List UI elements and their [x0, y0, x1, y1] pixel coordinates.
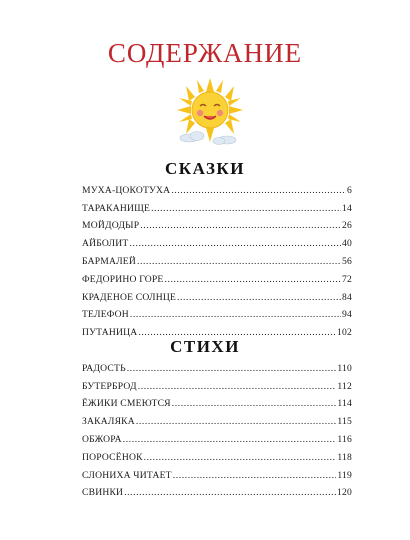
toc-entry[interactable]: [82, 249, 352, 267]
toc-entry-title: СЛОНИХА ЧИТАЕТ: [82, 469, 172, 481]
toc-entry-title: ТЕЛЕФОН: [82, 309, 129, 321]
toc-entry-title: ФЕДОРИНО ГОРЕ: [82, 273, 164, 285]
toc-entry-page: 116: [337, 433, 352, 445]
toc-list-skazki: [82, 178, 352, 338]
toc-entry-page: 114: [337, 398, 352, 410]
toc-entry-title: БАРМАЛЕЙ: [82, 255, 137, 267]
toc-entry[interactable]: [82, 445, 352, 463]
toc-entry-title: МУХА-ЦОКОТУХА: [82, 184, 171, 196]
toc-entry-title: БУТЕРБРОД: [82, 380, 137, 392]
leader-dots: [140, 220, 341, 231]
toc-entry-page: 6: [347, 184, 352, 196]
leader-dots: [164, 274, 341, 285]
toc-list-stikhi: [82, 356, 352, 498]
leader-dots: [124, 487, 336, 498]
toc-entry-title: РАДОСТЬ: [82, 362, 126, 374]
toc-entry[interactable]: [82, 463, 352, 481]
toc-entry[interactable]: [82, 303, 352, 321]
toc-entry-page: 112: [337, 380, 352, 392]
toc-entry-title: ЗАКАЛЯКА: [82, 416, 135, 428]
toc-entry-title: ТАРАКАНИЩЕ: [82, 202, 151, 214]
toc-entry-page: 110: [337, 362, 352, 374]
toc-entry[interactable]: [82, 267, 352, 285]
toc-entry[interactable]: [82, 374, 352, 392]
leader-dots: [137, 256, 341, 267]
toc-entry[interactable]: [82, 409, 352, 427]
toc-entry-title: АЙБОЛИТ: [82, 238, 129, 250]
toc-entry-page: 102: [337, 327, 352, 339]
leader-dots: [177, 292, 341, 303]
leader-dots: [138, 381, 337, 392]
toc-entry-page: 94: [342, 309, 352, 321]
section-heading-stikhi: СТИХИ: [170, 337, 240, 356]
leader-dots: [151, 203, 341, 214]
toc-entry-page: 118: [337, 451, 352, 463]
toc-entry-page: 40: [342, 238, 352, 250]
toc-entry[interactable]: [82, 178, 352, 196]
toc-entry-page: 14: [342, 202, 352, 214]
toc-entry[interactable]: [82, 285, 352, 303]
toc-entry[interactable]: [82, 427, 352, 445]
toc-entry-title: МОЙДОДЫР: [82, 220, 140, 232]
leader-dots: [127, 363, 337, 374]
toc-entry[interactable]: [82, 356, 352, 374]
toc-entry-title: СВИНКИ: [82, 487, 124, 499]
leader-dots: [171, 185, 346, 196]
toc-entry[interactable]: [82, 392, 352, 410]
leader-dots: [129, 238, 341, 249]
toc-entry-page: 56: [342, 255, 352, 267]
toc-entry[interactable]: [82, 214, 352, 232]
toc-entry-title: ПОРОСЁНОК: [82, 451, 143, 463]
toc-entry-title: ЁЖИКИ СМЕЮТСЯ: [82, 398, 171, 410]
toc-entry-page: 119: [337, 469, 352, 481]
toc-entry[interactable]: [82, 231, 352, 249]
section-heading-skazki: СКАЗКИ: [165, 159, 245, 178]
toc-entry-title: КРАДЕНОЕ СОЛНЦЕ: [82, 291, 177, 303]
toc-entry[interactable]: [82, 320, 352, 338]
toc-entry-page: 72: [342, 273, 352, 285]
leader-dots: [136, 416, 336, 427]
leader-dots: [123, 434, 337, 445]
toc-entry[interactable]: [82, 481, 352, 499]
page-title: СОДЕРЖАНИЕ: [107, 38, 303, 68]
toc-entry-page: 26: [342, 220, 352, 232]
leader-dots: [173, 470, 337, 481]
leader-dots: [130, 309, 341, 320]
leader-dots: [172, 398, 337, 409]
toc-entry-page: 84: [342, 291, 352, 303]
toc-entry-title: ПУТАНИЦА: [82, 327, 138, 339]
toc-entry-page: 115: [337, 416, 352, 428]
sun-illustration-icon: [175, 78, 245, 150]
leader-dots: [144, 452, 337, 463]
toc-entry-page: 120: [337, 487, 352, 499]
toc-entry[interactable]: [82, 196, 352, 214]
toc-entry-title: ОБЖОРА: [82, 433, 122, 445]
